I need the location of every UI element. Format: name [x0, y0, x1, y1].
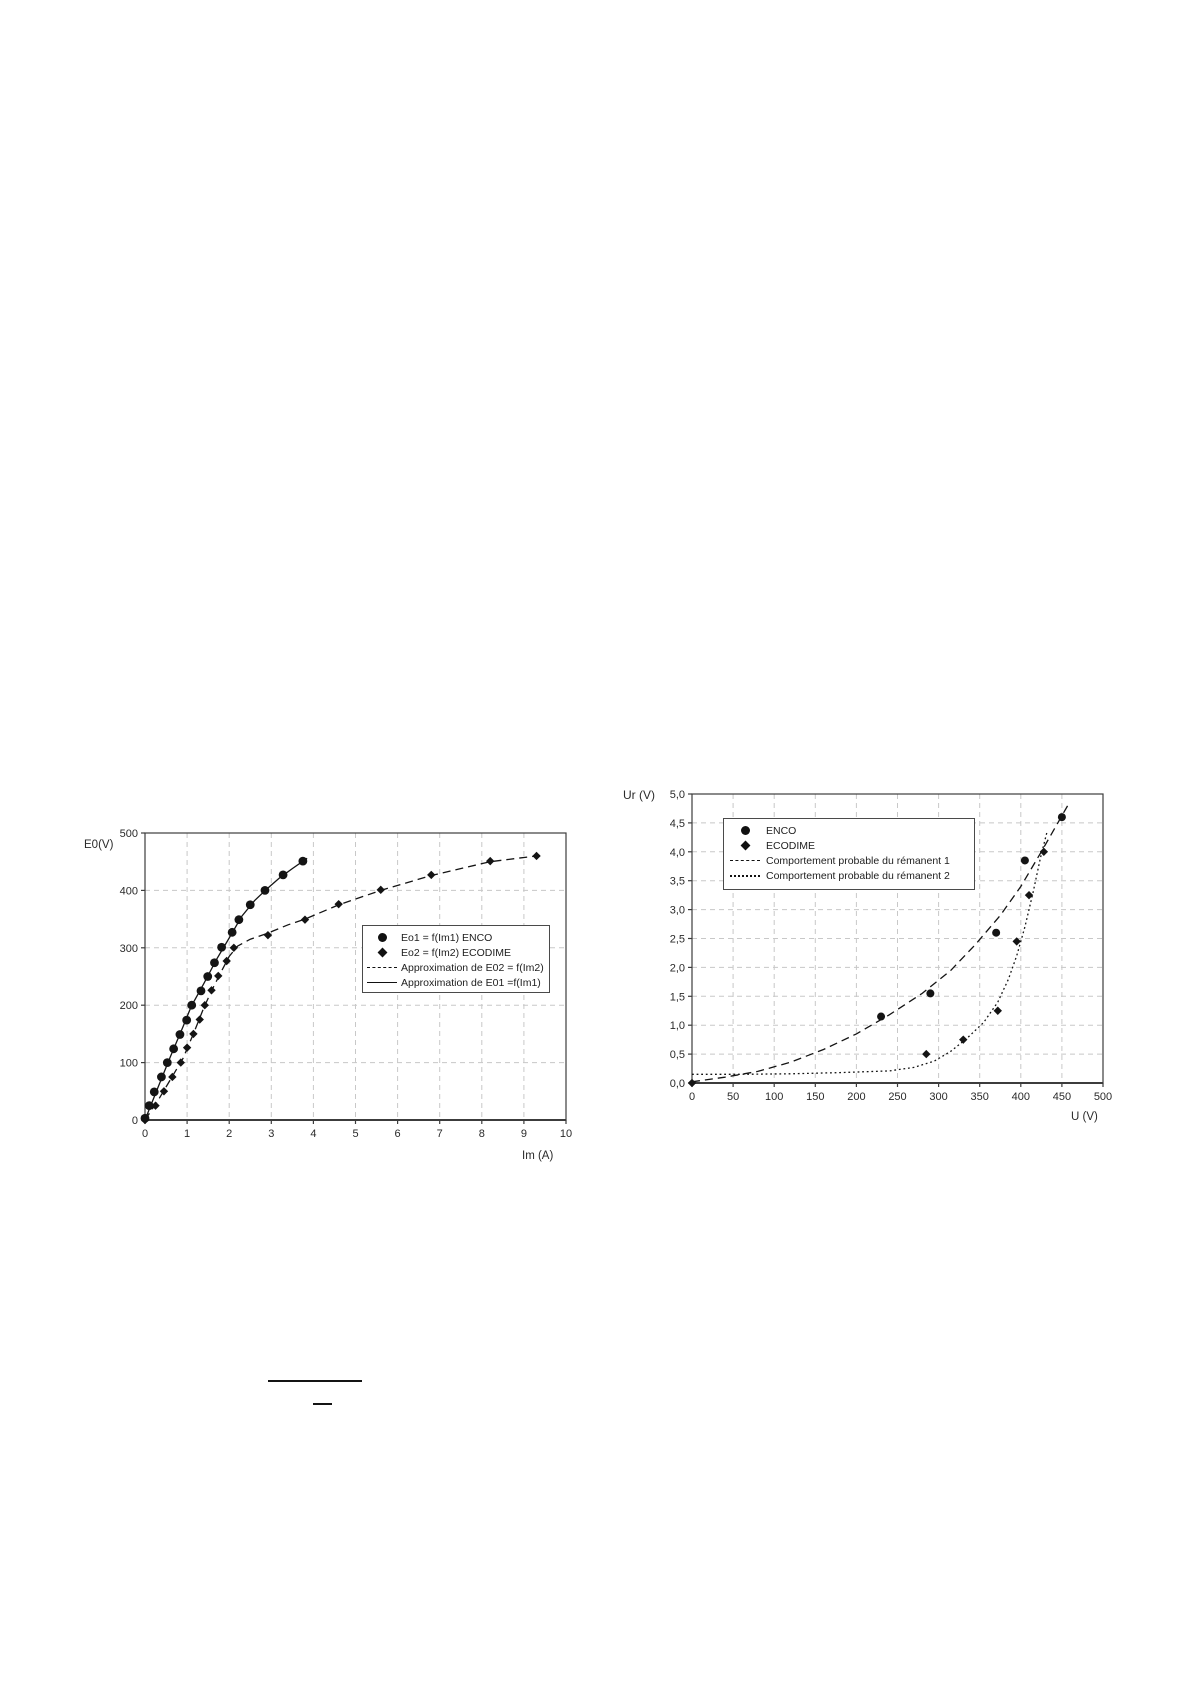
x-tick-label: 450: [1052, 1091, 1072, 1103]
series-point-circle: [217, 943, 226, 952]
legend-row: [724, 823, 974, 838]
x-tick-label: 100: [765, 1091, 784, 1103]
series-point-circle: [163, 1058, 172, 1067]
legend-row: [363, 960, 549, 975]
y-tick-label: 3,0: [669, 904, 685, 917]
chart-e0-plot-area: [80, 820, 580, 1170]
x-tick-label: 5: [352, 1128, 359, 1140]
legend-row: [724, 838, 974, 853]
y-tick-label: 0,0: [669, 1078, 685, 1090]
series-point-diamond: [532, 852, 540, 860]
legend-row: [724, 853, 974, 868]
dotted-icon: [730, 875, 760, 877]
x-tick-label: 150: [806, 1091, 825, 1103]
y-tick-label: 3,5: [669, 875, 685, 888]
fraction-bar-long: [268, 1380, 362, 1382]
legend-row: [724, 868, 974, 883]
series-point-circle: [234, 915, 243, 924]
legend-label: Comportement probable du rémanent 1: [766, 854, 950, 867]
legend-label: Approximation de E01 =f(Im1): [401, 976, 541, 989]
diamond-icon: [377, 948, 387, 958]
series-point-circle: [210, 958, 219, 967]
y-tick-label: 100: [119, 1057, 138, 1070]
series-point-diamond: [214, 972, 222, 980]
legend-circle-symbol: [363, 933, 401, 942]
chart-e0-vs-im: [80, 820, 580, 1170]
legend-diamond-symbol: [363, 949, 401, 956]
series-point-diamond: [334, 900, 342, 908]
legend-label: ENCO: [766, 824, 797, 837]
circle-icon: [741, 826, 750, 835]
dashed-icon: [730, 860, 760, 861]
series-point-diamond: [196, 1015, 204, 1023]
x-tick-label: 500: [1093, 1091, 1113, 1103]
series-point-circle: [261, 886, 270, 895]
legend-dashed-symbol: [363, 967, 401, 968]
series-point-diamond: [230, 944, 238, 952]
legend-diamond-symbol: [724, 842, 766, 849]
series-point-diamond: [994, 1007, 1002, 1015]
chart1-x-axis-label: Im (A): [522, 1150, 554, 1162]
series-point-circle: [176, 1030, 185, 1039]
series-point-circle: [197, 986, 206, 995]
series-point-circle: [169, 1044, 178, 1053]
x-tick-label: 1: [184, 1128, 191, 1140]
y-tick-label: 4,5: [669, 817, 685, 830]
series-point-diamond: [377, 886, 385, 894]
series-point-diamond: [201, 1001, 209, 1009]
x-tick-label: 2: [226, 1128, 233, 1140]
series-point-circle: [203, 972, 212, 981]
series-point-diamond: [177, 1058, 185, 1066]
series-point-circle: [182, 1016, 191, 1025]
x-tick-label: 8: [478, 1128, 485, 1140]
chart-ur-plot-area: [615, 760, 1125, 1140]
series-point-diamond: [168, 1073, 176, 1081]
y-tick-label: 400: [119, 885, 138, 898]
series-point-circle: [992, 929, 1000, 937]
x-tick-label: 0: [141, 1128, 149, 1140]
fraction-bar-short: [313, 1403, 332, 1405]
y-tick-label: 0: [131, 1115, 138, 1127]
legend-dashed-symbol: [724, 860, 766, 861]
series-point-diamond: [1025, 891, 1033, 899]
series-point-circle: [228, 928, 237, 937]
legend-row: [363, 945, 549, 960]
series-point-circle: [1021, 856, 1029, 864]
series-point-diamond: [183, 1043, 191, 1051]
series-point-circle: [157, 1073, 166, 1082]
x-tick-label: 300: [929, 1091, 948, 1103]
x-tick-label: 0: [688, 1091, 696, 1103]
chart2-y-axis-label: Ur (V): [623, 788, 655, 802]
series-point-circle: [1058, 813, 1066, 821]
series-point-circle: [298, 857, 307, 866]
legend-label: ECODIME: [766, 839, 816, 852]
series-point-diamond: [189, 1030, 197, 1038]
y-tick-label: 2,5: [669, 933, 685, 946]
diamond-icon: [740, 841, 750, 851]
x-tick-label: 4: [310, 1128, 317, 1140]
series-point-circle: [877, 1013, 885, 1021]
dashed-icon: [367, 967, 397, 968]
y-tick-label: 2,0: [669, 962, 685, 975]
legend-dotted-symbol: [724, 875, 766, 877]
chart2-legend: [723, 818, 975, 890]
x-tick-label: 3: [268, 1128, 275, 1140]
x-tick-label: 6: [394, 1128, 401, 1140]
y-tick-label: 0,5: [669, 1049, 685, 1062]
x-tick-label: 200: [847, 1091, 866, 1103]
legend-label: Comportement probable du rémanent 2: [766, 869, 950, 882]
legend-label: Eo1 = f(Im1) ENCO: [401, 931, 493, 944]
series-point-circle: [279, 871, 288, 880]
legend-row: [363, 975, 549, 990]
series-point-diamond: [207, 986, 215, 994]
legend-label: Approximation de E02 = f(Im2): [401, 961, 544, 974]
x-tick-label: 400: [1011, 1091, 1030, 1103]
circle-icon: [378, 933, 387, 942]
chart1-y-axis-label: E0(V): [84, 839, 114, 851]
series-point-circle: [187, 1001, 196, 1010]
legend-circle-symbol: [724, 826, 766, 835]
chart2-x-axis-label: U (V): [1071, 1111, 1098, 1123]
series-point-circle: [246, 900, 255, 909]
y-tick-label: 1,0: [669, 1020, 685, 1033]
series-point-circle: [150, 1087, 159, 1096]
series-point-diamond: [486, 857, 494, 865]
y-tick-label: 5,0: [669, 789, 685, 801]
legend-row: [363, 930, 549, 945]
y-tick-label: 500: [119, 828, 138, 840]
solid-icon: [367, 982, 397, 983]
x-tick-label: 10: [559, 1128, 573, 1140]
series-point-circle: [926, 989, 934, 997]
x-tick-label: 350: [970, 1091, 989, 1103]
x-tick-label: 50: [726, 1091, 740, 1103]
y-tick-label: 200: [119, 1000, 138, 1013]
legend-solid-symbol: [363, 982, 401, 983]
x-tick-label: 9: [520, 1128, 527, 1140]
x-tick-label: 250: [888, 1091, 907, 1103]
y-tick-label: 1,5: [669, 991, 685, 1004]
chart1-legend: [362, 925, 550, 993]
series-point-diamond: [959, 1035, 967, 1043]
legend-label: Eo2 = f(Im2) ECODIME: [401, 946, 511, 959]
series-point-diamond: [301, 915, 309, 923]
chart-ur-vs-u: [615, 760, 1125, 1140]
series-point-diamond: [1040, 848, 1048, 856]
series-point-diamond: [688, 1079, 696, 1087]
x-tick-label: 7: [436, 1128, 443, 1140]
y-tick-label: 300: [119, 942, 138, 955]
y-tick-label: 4,0: [669, 846, 685, 859]
series-point-diamond: [922, 1050, 930, 1058]
series-point-diamond: [427, 871, 435, 879]
